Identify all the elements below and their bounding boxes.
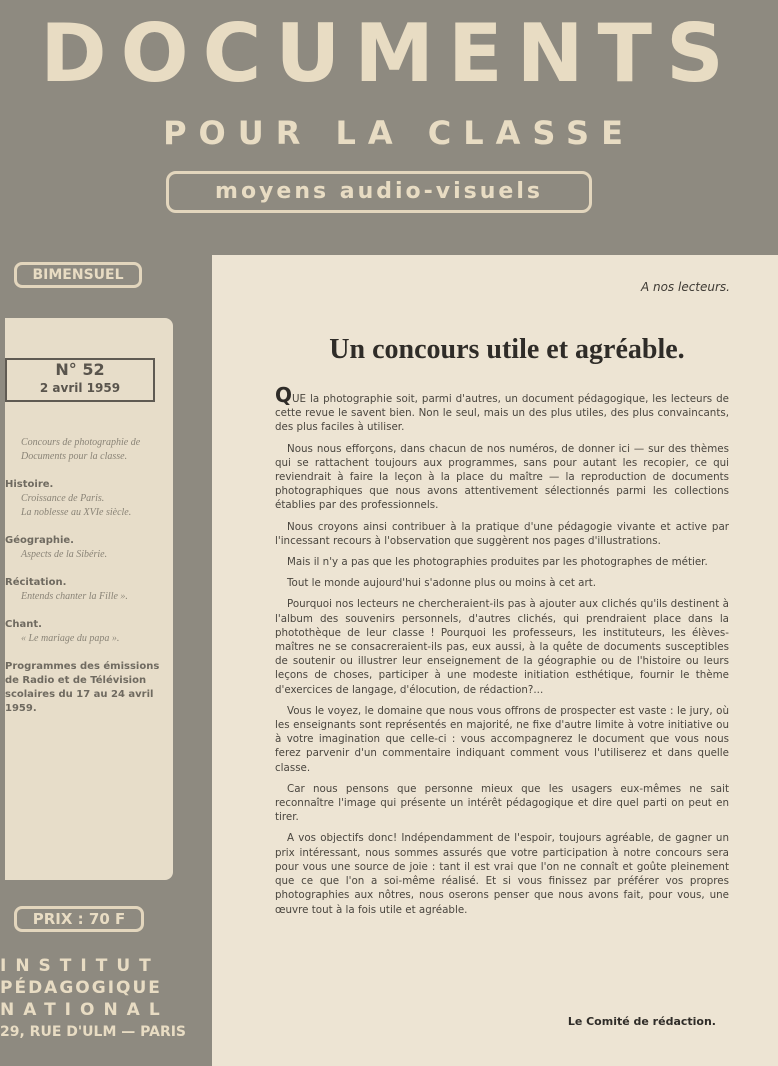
article-paragraph: Pourquoi nos lecteurs ne chercheraient-ils pas à ajouter aux clichés qu'ils destinent à l'album des souvenirs personnels, d'autres clichés, qui prendraient place dans la photothèque de leur classe ! Pourquoi les professeurs, les instituteurs, les élèves-maîtres ne se consacreraient-ils pas, eux aussi, à la quête de documents susceptibles de soutenir ou illustrer leur enseignement de la géographie ou de l'histoire ou leurs leçons de choses, participer à une modeste initiation esthétique, fournir le thème d'exercices de langage, d'élocution, de rédaction?... [275, 598, 729, 696]
article-paragraph: Nous croyons ainsi contribuer à la pratique d'une pédagogie vivante et active par l'incessant recours à l'observation que suggèrent nos pages d'illustrations. [275, 520, 729, 547]
contents-heading: Chant. [5, 619, 42, 630]
contents-list [5, 436, 163, 730]
price-badge: PRIX : 70 F [14, 906, 144, 932]
article-paragraph: Mais il n'y a pas que les photographies produites par les photographes de métier. [287, 556, 708, 569]
contents-heading: Histoire. [5, 479, 54, 490]
publisher-line: INSTITUT [0, 956, 160, 976]
publisher-address: 29, RUE D'ULM — PARIS [0, 1024, 187, 1040]
article-body [275, 383, 729, 924]
contents-section [5, 436, 163, 464]
contents-heading: Récitation. [5, 577, 67, 588]
contents-section [5, 534, 163, 562]
contents-section [5, 618, 163, 646]
publisher-block [0, 955, 200, 1043]
article-kicker: A nos lecteurs. [640, 280, 730, 294]
contents-section [5, 478, 163, 520]
paragraph-text: UE la photographie soit, parmi d'autres, un document pédagogique, les lecteurs de cette revue le savent bien. Non le seul, mais un des plus utiles, des plus convaincants, des plus faciles à utiliser. [275, 393, 729, 434]
issue-box [5, 358, 155, 402]
issue-number: N° 52 [55, 360, 105, 379]
contents-section [5, 576, 163, 604]
drop-cap: Q [275, 383, 293, 407]
contents-item: Aspects de la Sibérie. [21, 549, 108, 560]
contents-item: Croissance de Paris. [21, 493, 105, 504]
contents-item: Entends chanter la Fille ». [21, 591, 128, 602]
masthead-title: DOCUMENTS [40, 7, 738, 100]
article-paragraph: Tout le monde aujourd'hui s'adonne plus ou moins à cet art. [287, 577, 597, 590]
article-paragraph [275, 383, 729, 435]
publisher-line: PÉDAGOGIQUE [0, 978, 162, 998]
publisher-line: NATIONAL [0, 1000, 169, 1020]
masthead-tagline: moyens audio-visuels [166, 171, 592, 213]
article-paragraph: Nous nous efforçons, dans chacun de nos numéros, de donner ici — sur des thèmes qui se rattachent toujours aux programmes, sans pour autant les recopier, ce qui reviendrait à faire la leçon à la place du maître — la reproduction de documents photographiques que nous avons attentivement sélectionnés parmi les collections établies par des professionnels. [275, 442, 729, 512]
contents-item: « Le mariage du papa ». [21, 633, 120, 644]
article-paragraph: A vos objectifs donc! Indépendamment de l'espoir, toujours agréable, de gagner un prix intéressant, nous sommes assurés que votre participation à notre concours sera pour vous une source de joie : tant il est vrai que l'on ne connaît et goûte pleinement que ce que l'on a soi-même réalisé. Et si vous finissez par préférer vos propres photographies aux nôtres, nous oserons penser que nous avons fait, pour vous, une œuvre tout à la fois utile et agréable. [275, 832, 729, 916]
article-signature: Le Comité de rédaction. [567, 1015, 716, 1028]
contents-item: La noblesse au XVIe siècle. [21, 507, 132, 518]
masthead-subtitle: POUR LA CLASSE [163, 114, 635, 152]
article-headline: Un concours utile et agréable. [329, 334, 685, 365]
frequency-badge: BIMENSUEL [14, 262, 142, 288]
contents-heading: Programmes des émissions de Radio et de Télévision scolaires du 17 au 24 avril 1959. [5, 661, 160, 714]
issue-date: 2 avril 1959 [39, 381, 121, 395]
contents-section [5, 660, 163, 716]
contents-item: Concours de photographie de Documents pour la classe. [21, 437, 141, 462]
article-paragraph: Car nous pensons que personne mieux que les usagers eux-mêmes ne sait reconnaître l'image qui présente un intérêt pédagogique et dire quel parti on peut en tirer. [275, 782, 729, 824]
contents-heading: Géographie. [5, 535, 74, 546]
article-paragraph: Vous le voyez, le domaine que nous vous offrons de prospecter est vaste : le jury, où les enseignants sont représentés en majorité, ne fixe d'autre limite à votre initiative ou à votre imagination que celle-ci : vous accompagnerez le document que vous nous ferez parvenir d'un commentaire indiquant comment vous l'utiliserez et dans quelle classe. [275, 704, 729, 774]
